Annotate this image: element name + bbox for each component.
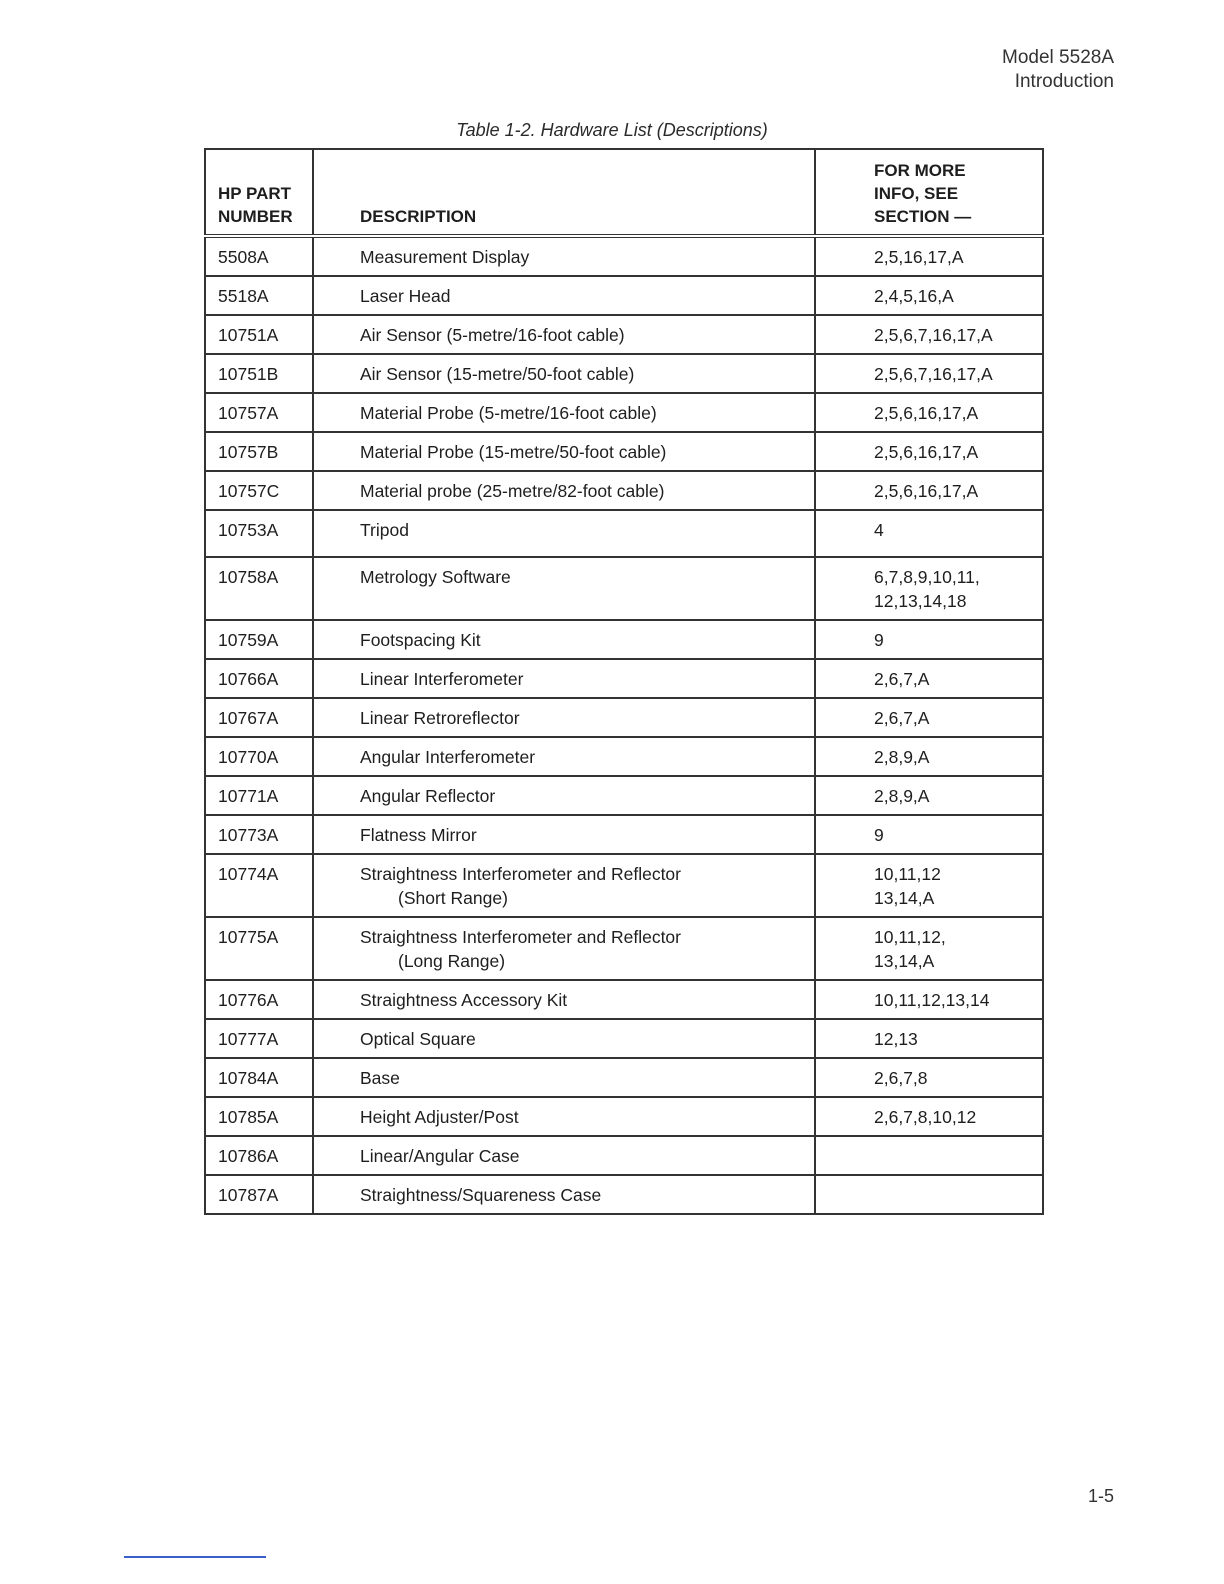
table-row — [205, 737, 1043, 776]
info-section-cell: 9 — [815, 815, 1043, 854]
description-cell: Angular Interferometer — [313, 737, 815, 776]
part-number-cell: 10777A — [205, 1019, 313, 1058]
part-number-cell: 10757C — [205, 471, 313, 510]
column-header-part-number: HP PART NUMBER — [205, 149, 313, 236]
part-number-cell: 10776A — [205, 980, 313, 1019]
info-section-cell — [815, 1175, 1043, 1214]
table-row — [205, 1058, 1043, 1097]
info-section-cell: 2,5,6,16,17,A — [815, 393, 1043, 432]
info-section-cell: 10,11,12 13,14,A — [815, 854, 1043, 917]
info-section-cell: 2,5,6,7,16,17,A — [815, 315, 1043, 354]
part-number-cell: 10775A — [205, 917, 313, 980]
description-cell: Straightness Interferometer and Reflector (Short Range) — [313, 854, 815, 917]
header-model: Model 5528A — [1002, 47, 1114, 68]
column-header-more-info: FOR MORE INFO, SEE SECTION — — [815, 149, 1043, 236]
description-cell: Height Adjuster/Post — [313, 1097, 815, 1136]
table-row — [205, 776, 1043, 815]
info-section-cell: 4 — [815, 510, 1043, 557]
table-row — [205, 698, 1043, 737]
info-section-cell: 10,11,12, 13,14,A — [815, 917, 1043, 980]
description-cell: Material Probe (15-metre/50-foot cable) — [313, 432, 815, 471]
part-number-cell: 10774A — [205, 854, 313, 917]
info-section-cell: 2,6,7,A — [815, 659, 1043, 698]
table-row — [205, 620, 1043, 659]
info-section-cell: 12,13 — [815, 1019, 1043, 1058]
table-row — [205, 276, 1043, 315]
part-number-cell: 10767A — [205, 698, 313, 737]
part-number-cell: 10759A — [205, 620, 313, 659]
table-row — [205, 557, 1043, 620]
table-row — [205, 1175, 1043, 1214]
description-cell: Linear Retroreflector — [313, 698, 815, 737]
description-cell: Base — [313, 1058, 815, 1097]
info-section-cell: 2,8,9,A — [815, 737, 1043, 776]
part-number-cell: 10786A — [205, 1136, 313, 1175]
part-number-cell: 10784A — [205, 1058, 313, 1097]
table-row — [205, 815, 1043, 854]
description-cell: Footspacing Kit — [313, 620, 815, 659]
info-section-cell: 2,5,6,16,17,A — [815, 432, 1043, 471]
table-row — [205, 432, 1043, 471]
table-row — [205, 236, 1043, 276]
table-row — [205, 471, 1043, 510]
description-cell: Air Sensor (5-metre/16-foot cable) — [313, 315, 815, 354]
description-cell: Metrology Software — [313, 557, 815, 620]
info-section-cell: 2,6,7,8,10,12 — [815, 1097, 1043, 1136]
info-section-cell: 2,5,6,16,17,A — [815, 471, 1043, 510]
part-number-cell: 10757A — [205, 393, 313, 432]
table-row — [205, 980, 1043, 1019]
part-number-cell: 10766A — [205, 659, 313, 698]
info-section-cell: 2,4,5,16,A — [815, 276, 1043, 315]
part-number-cell: 5508A — [205, 236, 313, 276]
part-number-cell: 5518A — [205, 276, 313, 315]
description-cell: Straightness Interferometer and Reflector (Long Range) — [313, 917, 815, 980]
table-caption: Table 1-2. Hardware List (Descriptions) — [456, 120, 768, 140]
description-cell: Material probe (25-metre/82-foot cable) — [313, 471, 815, 510]
part-number-cell: 10787A — [205, 1175, 313, 1214]
info-section-cell: 2,6,7,8 — [815, 1058, 1043, 1097]
description-cell: Linear Interferometer — [313, 659, 815, 698]
info-section-cell — [815, 1136, 1043, 1175]
table-row — [205, 1136, 1043, 1175]
description-cell: Material Probe (5-metre/16-foot cable) — [313, 393, 815, 432]
scan-edge-line — [124, 1556, 266, 1558]
part-number-cell: 10757B — [205, 432, 313, 471]
table-row — [205, 315, 1043, 354]
part-number-cell: 10770A — [205, 737, 313, 776]
info-section-cell: 2,5,6,7,16,17,A — [815, 354, 1043, 393]
description-cell: Linear/Angular Case — [313, 1136, 815, 1175]
part-number-cell: 10771A — [205, 776, 313, 815]
part-number-cell: 10751B — [205, 354, 313, 393]
description-cell: Flatness Mirror — [313, 815, 815, 854]
part-number-cell: 10785A — [205, 1097, 313, 1136]
table-row — [205, 510, 1043, 557]
info-section-cell: 2,8,9,A — [815, 776, 1043, 815]
table-row — [205, 393, 1043, 432]
description-cell: Angular Reflector — [313, 776, 815, 815]
part-number-cell: 10751A — [205, 315, 313, 354]
description-cell: Tripod — [313, 510, 815, 557]
table-row — [205, 354, 1043, 393]
table-header-row — [205, 149, 1043, 236]
description-cell: Straightness Accessory Kit — [313, 980, 815, 1019]
description-cell: Optical Square — [313, 1019, 815, 1058]
hardware-list-table — [204, 148, 1044, 1215]
page-number: 1-5 — [1087, 1486, 1114, 1506]
part-number-cell: 10773A — [205, 815, 313, 854]
running-header — [1002, 46, 1114, 94]
table-row — [205, 1097, 1043, 1136]
part-number-cell: 10753A — [205, 510, 313, 557]
info-section-cell: 9 — [815, 620, 1043, 659]
table-row — [205, 854, 1043, 917]
info-section-cell: 2,6,7,A — [815, 698, 1043, 737]
description-cell: Straightness/Squareness Case — [313, 1175, 815, 1214]
description-cell: Air Sensor (15-metre/50-foot cable) — [313, 354, 815, 393]
description-cell: Laser Head — [313, 276, 815, 315]
part-number-cell: 10758A — [205, 557, 313, 620]
info-section-cell: 10,11,12,13,14 — [815, 980, 1043, 1019]
table-row — [205, 659, 1043, 698]
table-row — [205, 1019, 1043, 1058]
table-row — [205, 917, 1043, 980]
description-cell: Measurement Display — [313, 236, 815, 276]
info-section-cell: 6,7,8,9,10,11, 12,13,14,18 — [815, 557, 1043, 620]
column-header-description: DESCRIPTION — [313, 149, 815, 236]
info-section-cell: 2,5,16,17,A — [815, 236, 1043, 276]
header-section: Introduction — [1014, 71, 1114, 92]
